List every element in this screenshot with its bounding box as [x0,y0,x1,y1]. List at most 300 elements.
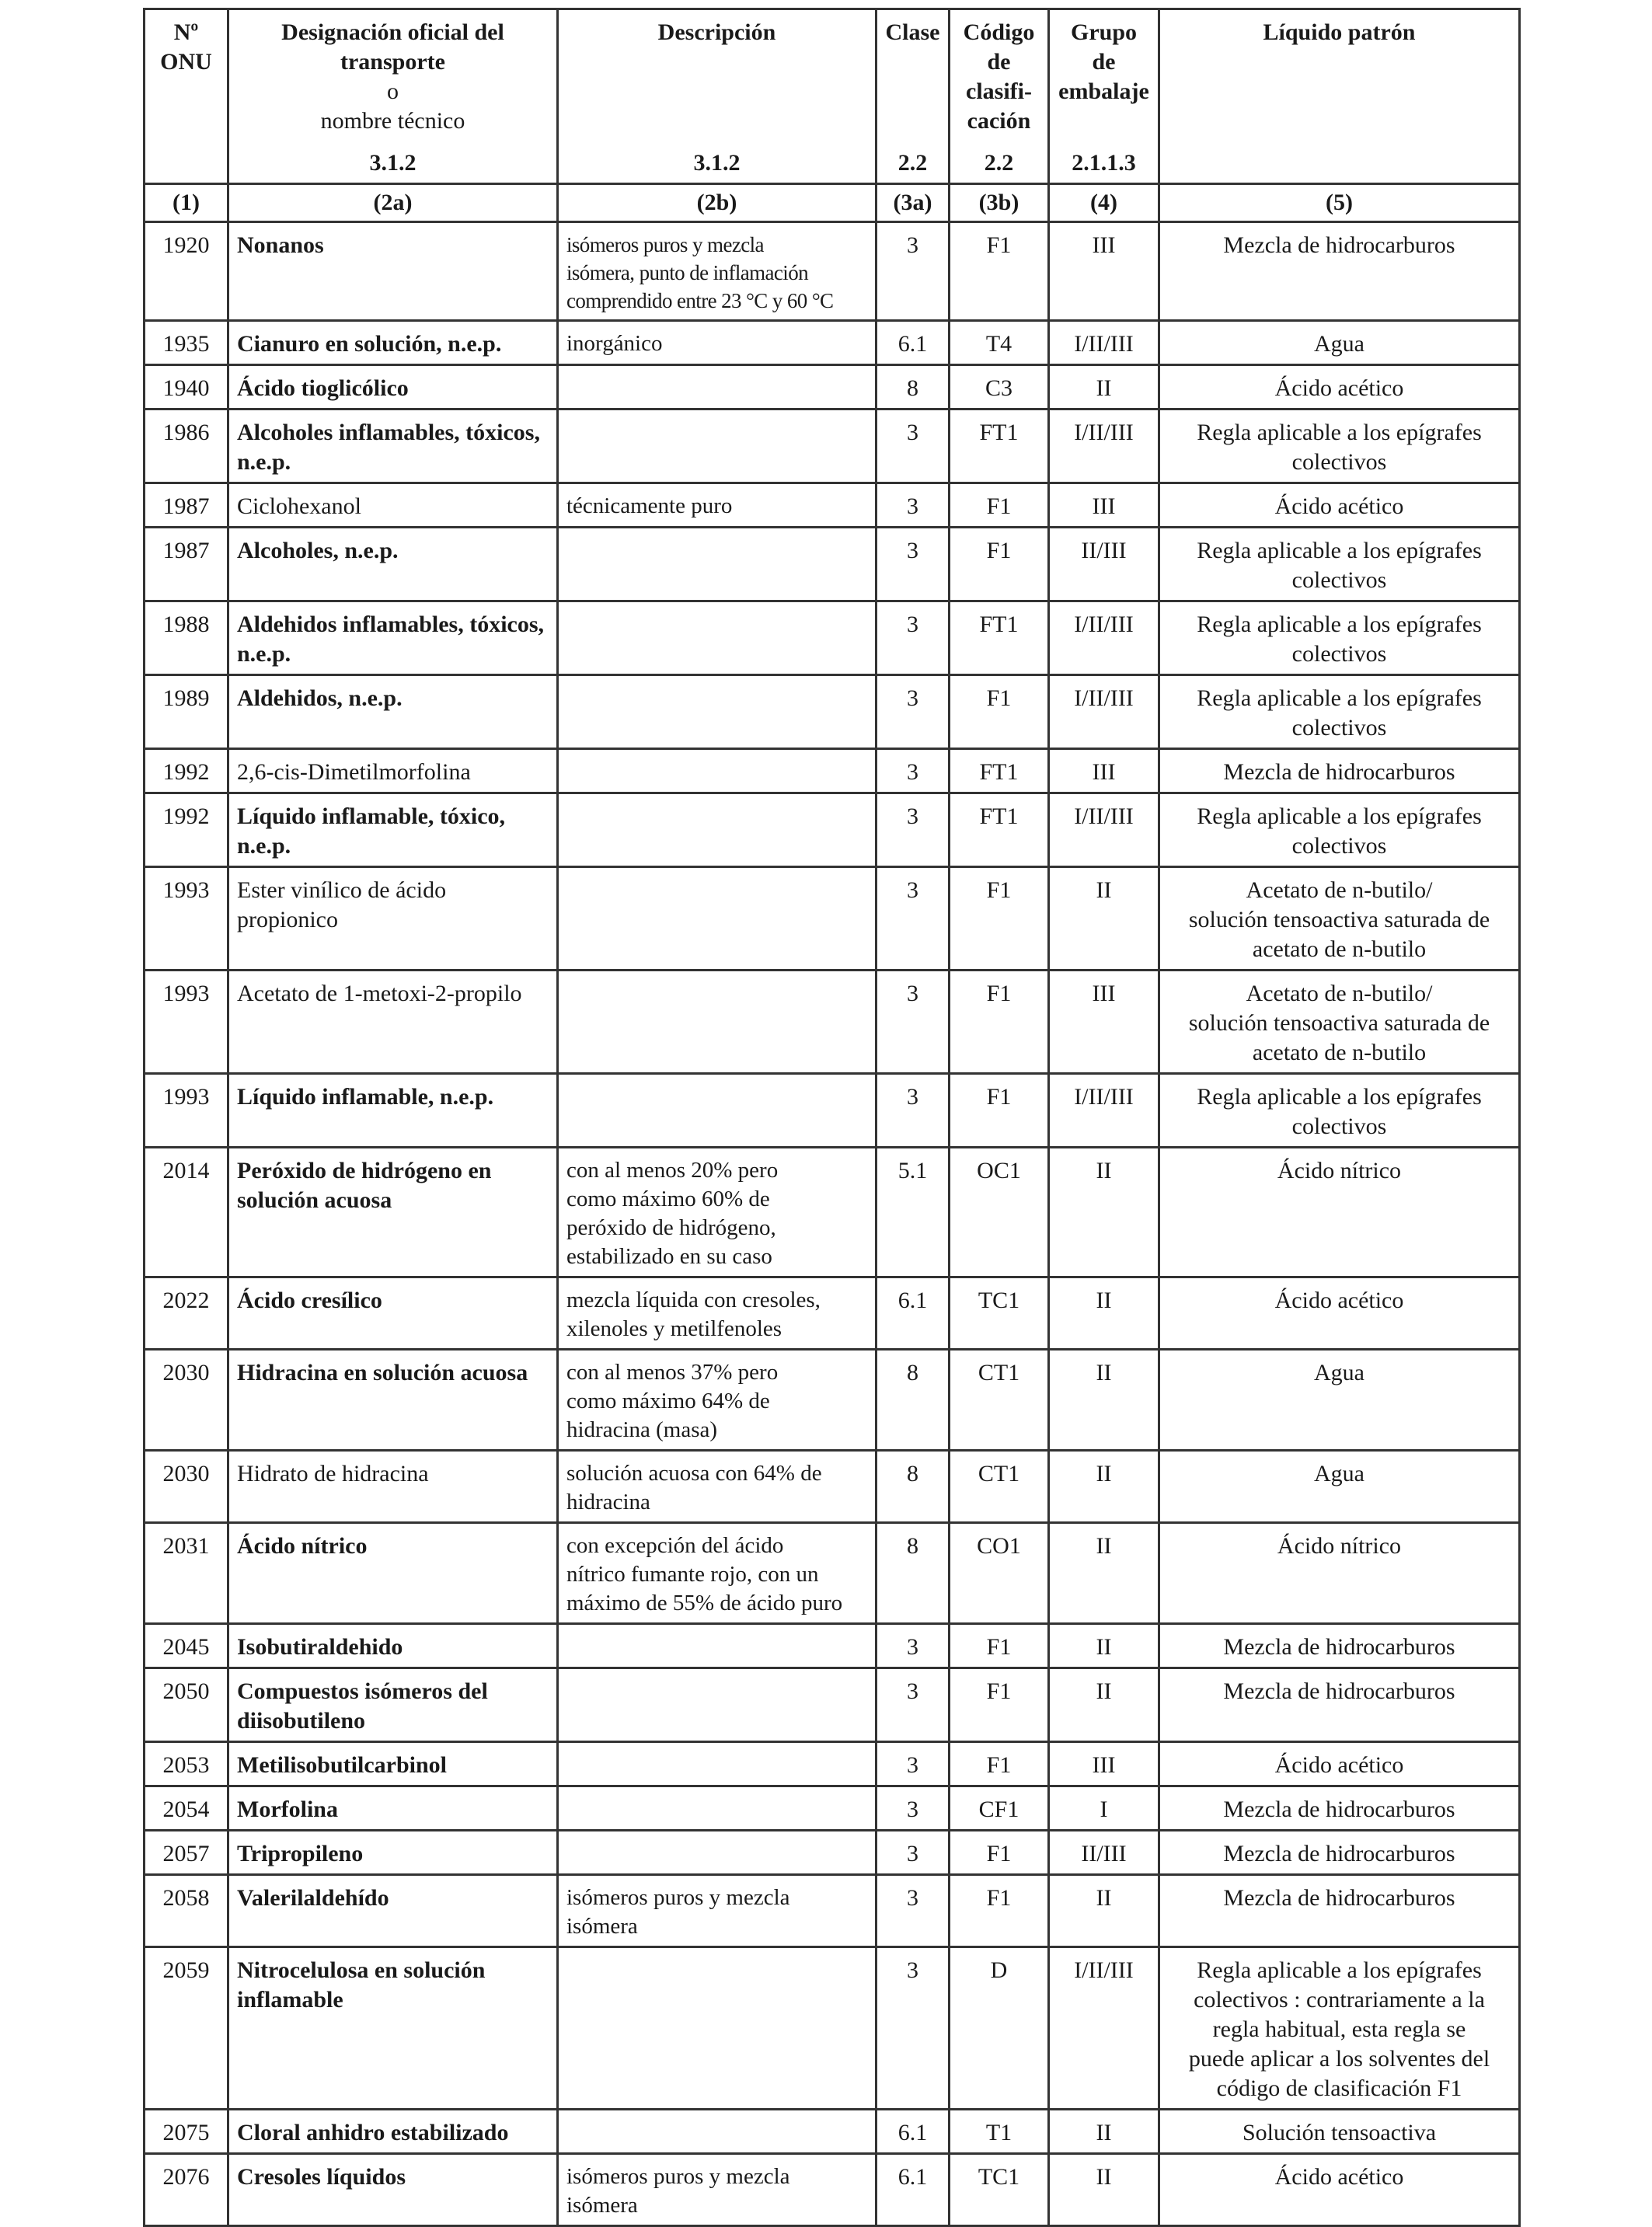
header-codigo: Código de clasifi- cación 2.2 [950,9,1049,184]
designation-cell: Aldehidos, n.e.p. [228,675,558,749]
packing-group-cell: II/III [1049,528,1159,601]
classification-code-cell: D [950,1947,1049,2110]
class-cell: 3 [877,528,950,601]
description-cell [558,1786,877,1831]
description-cell [558,1350,877,1451]
col-number-2a: (2a) [228,184,558,222]
onu-number-cell: 2030 [145,1451,228,1523]
onu-number-cell: 2014 [145,1148,228,1277]
onu-number-cell: 1935 [145,321,228,365]
reference-liquid-line: colectivos [1291,715,1387,741]
table-row [145,1451,1520,1523]
description-cell [558,410,877,483]
class-cell: 3 [877,749,950,793]
reference-liquid-line: Regla aplicable a los epígrafes [1197,612,1482,637]
description-line: peróxido de hidrógeno, [566,1215,776,1240]
reference-liquid-cell [1159,1451,1520,1523]
classification-code-cell: F1 [950,1742,1049,1786]
reference-liquid-cell [1159,1350,1520,1451]
onu-number-cell: 2022 [145,1277,228,1350]
description-cell [558,793,877,867]
onu-number-cell: 2045 [145,1624,228,1668]
classification-code-cell: F1 [950,1668,1049,1742]
packing-group-cell: III [1049,1742,1159,1786]
onu-number-cell: 1920 [145,222,228,321]
classification-code-cell: C3 [950,365,1049,410]
header-onu: Nº ONU [145,9,228,184]
substances-table [143,8,1521,2227]
classification-code-cell: CO1 [950,1523,1049,1624]
onu-number-cell: 2059 [145,1947,228,2110]
packing-group-cell: II/III [1049,1831,1159,1875]
table-row [145,1277,1520,1350]
reference-liquid-line: Mezcla de hidrocarburos [1223,232,1455,258]
class-cell: 3 [877,1875,950,1947]
packing-group-cell: III [1049,222,1159,321]
description-line: máximo de 55% de ácido puro [566,1591,843,1615]
class-cell: 3 [877,601,950,675]
classification-code-cell: TC1 [950,2154,1049,2226]
reference-liquid-line: Mezcla de hidrocarburos [1223,759,1455,785]
packing-group-cell: II [1049,1350,1159,1451]
header-clase-ref: 2.2 [897,150,928,176]
reference-liquid-cell [1159,1875,1520,1947]
reference-liquid-cell [1159,2110,1520,2154]
classification-code-cell: F1 [950,867,1049,971]
description-line: isómeros puros y mezcla [566,233,764,256]
class-cell: 8 [877,1523,950,1624]
table-row [145,365,1520,410]
packing-group-cell: II [1049,1148,1159,1277]
class-cell: 3 [877,222,950,321]
description-cell [558,601,877,675]
designation-cell: Aldehidos inflamables, tóxicos, n.e.p. [228,601,558,675]
class-cell: 3 [877,867,950,971]
reference-liquid-line: Regla aplicable a los epígrafes [1197,1084,1482,1110]
header-grupo-ref: 2.1.1.3 [1072,150,1136,176]
table-row [145,867,1520,971]
description-line: comprendido entre 23 °C y 60 °C [566,289,834,312]
designation-cell: Hidrato de hidracina [228,1451,558,1523]
col-number-3a: (3a) [877,184,950,222]
reference-liquid-line: colectivos [1291,567,1387,593]
table-row [145,675,1520,749]
onu-number-cell: 1989 [145,675,228,749]
description-line: con al menos 37% pero [566,1360,779,1385]
packing-group-cell: I/II/III [1049,1947,1159,2110]
packing-group-cell: II [1049,1668,1159,1742]
description-line: con excepción del ácido [566,1533,784,1558]
description-line: como máximo 64% de [566,1389,770,1413]
reference-liquid-cell [1159,1523,1520,1624]
onu-number-cell: 2053 [145,1742,228,1786]
reference-liquid-line: puede aplicar a los solventes del [1188,2046,1490,2072]
table-row [145,483,1520,528]
table-row [145,1786,1520,1831]
class-cell: 3 [877,1668,950,1742]
description-line: isómera, punto de inflamación [566,261,809,284]
description-cell [558,971,877,1074]
onu-number-cell: 1992 [145,749,228,793]
reference-liquid-line: Agua [1314,331,1364,357]
reference-liquid-cell [1159,793,1520,867]
designation-cell: Ácido cresílico [228,1277,558,1350]
reference-liquid-line: Ácido acético [1274,375,1404,401]
description-cell [558,1624,877,1668]
packing-group-cell: I/II/III [1049,1074,1159,1148]
reference-liquid-cell [1159,1786,1520,1831]
reference-liquid-line: colectivos : contrariamente a la [1194,1987,1485,2013]
reference-liquid-line: solución tensoactiva saturada de [1188,907,1490,932]
reference-liquid-cell [1159,410,1520,483]
reference-liquid-line: Mezcla de hidrocarburos [1223,1841,1455,1866]
packing-group-cell: III [1049,749,1159,793]
header-codigo-ref: 2.2 [984,150,1014,176]
table-row [145,1831,1520,1875]
class-cell: 5.1 [877,1148,950,1277]
classification-code-cell: T4 [950,321,1049,365]
onu-number-cell: 1986 [145,410,228,483]
description-line: isómeros puros y mezcla [566,2164,790,2189]
classification-code-cell: F1 [950,483,1049,528]
col-number-4: (4) [1049,184,1159,222]
reference-liquid-cell [1159,365,1520,410]
class-cell: 8 [877,365,950,410]
class-cell: 3 [877,1831,950,1875]
reference-liquid-line: Ácido nítrico [1277,1533,1402,1559]
reference-liquid-cell [1159,867,1520,971]
designation-cell: Compuestos isómeros del diisobutileno [228,1668,558,1742]
table-row [145,321,1520,365]
table-body [145,222,1520,2226]
classification-code-cell: F1 [950,528,1049,601]
onu-number-cell: 1940 [145,365,228,410]
reference-liquid-cell [1159,601,1520,675]
reference-liquid-line: colectivos [1291,449,1387,475]
reference-liquid-line: acetato de n-butilo [1252,1040,1427,1065]
description-cell [558,483,877,528]
reference-liquid-line: Ácido acético [1274,1288,1404,1313]
classification-code-cell: FT1 [950,793,1049,867]
designation-cell: Valerilaldehído [228,1875,558,1947]
packing-group-cell: I/II/III [1049,793,1159,867]
reference-liquid-line: Agua [1314,1360,1364,1385]
packing-group-cell: II [1049,365,1159,410]
onu-number-cell: 2075 [145,2110,228,2154]
description-line: mezcla líquida con cresoles, [566,1288,821,1312]
packing-group-cell: II [1049,867,1159,971]
table-row [145,1624,1520,1668]
description-cell [558,2154,877,2226]
reference-liquid-cell [1159,1742,1520,1786]
reference-liquid-line: Mezcla de hidrocarburos [1223,1885,1455,1911]
header-clase: Clase 2.2 [877,9,950,184]
classification-code-cell: FT1 [950,601,1049,675]
description-line: inorgánico [566,331,663,356]
class-cell: 3 [877,1742,950,1786]
table-row [145,601,1520,675]
description-cell [558,1875,877,1947]
description-cell [558,1523,877,1624]
onu-number-cell: 1987 [145,483,228,528]
designation-cell: Alcoholes inflamables, tóxicos, n.e.p. [228,410,558,483]
class-cell: 3 [877,483,950,528]
class-cell: 6.1 [877,321,950,365]
classification-code-cell: OC1 [950,1148,1049,1277]
header-row [145,9,1520,184]
designation-cell: Hidracina en solución acuosa [228,1350,558,1451]
reference-liquid-cell [1159,675,1520,749]
table-row [145,1947,1520,2110]
packing-group-cell: I/II/III [1049,675,1159,749]
packing-group-cell: III [1049,971,1159,1074]
class-cell: 3 [877,675,950,749]
reference-liquid-line: colectivos [1291,1114,1387,1139]
designation-cell: Ácido tioglicólico [228,365,558,410]
reference-liquid-line: colectivos [1291,641,1387,667]
designation-cell: Acetato de 1-metoxi-2-propilo [228,971,558,1074]
reference-liquid-cell [1159,528,1520,601]
packing-group-cell: II [1049,1624,1159,1668]
description-line: xilenoles y metilfenoles [566,1316,782,1341]
description-cell [558,675,877,749]
col-number-1: (1) [145,184,228,222]
reference-liquid-cell [1159,971,1520,1074]
designation-cell: Nonanos [228,222,558,321]
classification-code-cell: CT1 [950,1350,1049,1451]
description-line: como máximo 60% de [566,1187,770,1211]
table-row [145,2154,1520,2226]
description-line: con al menos 20% pero [566,1158,779,1183]
reference-liquid-cell [1159,1831,1520,1875]
col-number-2b: (2b) [558,184,877,222]
description-line: solución acuosa con 64% de [566,1461,822,1486]
class-cell: 6.1 [877,2110,950,2154]
reference-liquid-line: colectivos [1291,833,1387,859]
table-row [145,749,1520,793]
designation-cell: Ácido nítrico [228,1523,558,1624]
classification-code-cell: F1 [950,222,1049,321]
table-row [145,1148,1520,1277]
classification-code-cell: CF1 [950,1786,1049,1831]
reference-liquid-line: Agua [1314,1461,1364,1486]
description-cell [558,222,877,321]
onu-number-cell: 1993 [145,1074,228,1148]
classification-code-cell: FT1 [950,749,1049,793]
header-designacion-ref: 3.1.2 [369,150,416,176]
description-cell [558,365,877,410]
onu-number-cell: 2030 [145,1350,228,1451]
packing-group-cell: I/II/III [1049,410,1159,483]
reference-liquid-cell [1159,1668,1520,1742]
reference-liquid-line: Acetato de n-butilo/ [1246,877,1433,903]
class-cell: 8 [877,1451,950,1523]
packing-group-cell: II [1049,1875,1159,1947]
table-row [145,2110,1520,2154]
designation-cell: 2,6-cis-Dimetilmorfolina [228,749,558,793]
class-cell: 3 [877,1947,950,2110]
reference-liquid-cell [1159,1074,1520,1148]
reference-liquid-line: Ácido nítrico [1277,1158,1402,1183]
onu-number-cell: 2054 [145,1786,228,1831]
reference-liquid-line: Mezcla de hidrocarburos [1223,1634,1455,1660]
classification-code-cell: F1 [950,1875,1049,1947]
onu-number-cell: 1987 [145,528,228,601]
description-cell [558,867,877,971]
packing-group-cell: I/II/III [1049,321,1159,365]
description-cell [558,1451,877,1523]
class-cell: 3 [877,1786,950,1831]
classification-code-cell: TC1 [950,1277,1049,1350]
column-number-row [145,184,1520,222]
description-cell [558,1074,877,1148]
reference-liquid-cell [1159,749,1520,793]
designation-cell: Isobutiraldehido [228,1624,558,1668]
description-cell [558,2110,877,2154]
classification-code-cell: F1 [950,971,1049,1074]
col-number-5: (5) [1159,184,1520,222]
description-line: isómera [566,2193,638,2218]
classification-code-cell: F1 [950,1074,1049,1148]
col-number-3b: (3b) [950,184,1049,222]
description-cell [558,1148,877,1277]
class-cell: 3 [877,793,950,867]
designation-cell: Metilisobutilcarbinol [228,1742,558,1786]
packing-group-cell: I/II/III [1049,601,1159,675]
description-line: estabilizado en su caso [566,1244,772,1269]
description-cell [558,528,877,601]
reference-liquid-cell [1159,2154,1520,2226]
designation-cell: Tripropileno [228,1831,558,1875]
packing-group-cell: III [1049,483,1159,528]
class-cell: 3 [877,410,950,483]
reference-liquid-line: Solución tensoactiva [1242,2120,1437,2145]
table-row [145,1668,1520,1742]
packing-group-cell: II [1049,1523,1159,1624]
table-row [145,971,1520,1074]
reference-liquid-line: Mezcla de hidrocarburos [1223,1678,1455,1704]
reference-liquid-line: código de clasificación F1 [1216,2075,1462,2101]
onu-number-cell: 2050 [145,1668,228,1742]
description-line: hidracina [566,1490,650,1514]
table-row [145,1742,1520,1786]
designation-cell: Morfolina [228,1786,558,1831]
reference-liquid-cell [1159,321,1520,365]
reference-liquid-line: Ácido acético [1274,2164,1404,2190]
class-cell: 3 [877,1074,950,1148]
description-cell [558,1947,877,2110]
table-row [145,1523,1520,1624]
onu-number-cell: 2031 [145,1523,228,1624]
description-cell [558,1831,877,1875]
table-row [145,1350,1520,1451]
designation-cell: Cloral anhidro estabilizado [228,2110,558,2154]
onu-number-cell: 1993 [145,867,228,971]
classification-code-cell: F1 [950,1831,1049,1875]
description-cell [558,321,877,365]
reference-liquid-line: Regla aplicable a los epígrafes [1197,803,1482,829]
designation-cell: Nitrocelulosa en solución inflamable [228,1947,558,2110]
reference-liquid-line: Regla aplicable a los epígrafes [1197,538,1482,563]
header-descripcion-ref: 3.1.2 [693,150,741,176]
reference-liquid-line: Acetato de n-butilo/ [1246,981,1433,1006]
table-row [145,528,1520,601]
reference-liquid-cell [1159,1148,1520,1277]
class-cell: 6.1 [877,1277,950,1350]
designation-cell: Líquido inflamable, tóxico, n.e.p. [228,793,558,867]
table-row [145,222,1520,321]
onu-number-cell: 2057 [145,1831,228,1875]
classification-code-cell: FT1 [950,410,1049,483]
class-cell: 8 [877,1350,950,1451]
classification-code-cell: T1 [950,2110,1049,2154]
designation-cell: Líquido inflamable, n.e.p. [228,1074,558,1148]
onu-number-cell: 1988 [145,601,228,675]
description-line: isómera [566,1914,638,1939]
reference-liquid-line: Ácido acético [1274,1752,1404,1778]
reference-liquid-cell [1159,1624,1520,1668]
description-cell [558,1277,877,1350]
class-cell: 3 [877,1624,950,1668]
onu-number-cell: 1992 [145,793,228,867]
designation-cell: Peróxido de hidrógeno en solución acuosa [228,1148,558,1277]
description-line: isómeros puros y mezcla [566,1885,790,1910]
reference-liquid-line: Mezcla de hidrocarburos [1223,1797,1455,1822]
header-designacion: Designación oficial del transporte o nombre técnico 3.1.2 [228,9,558,184]
table-row [145,410,1520,483]
header-descripcion: Descripción 3.1.2 [558,9,877,184]
packing-group-cell: II [1049,1277,1159,1350]
classification-code-cell: CT1 [950,1451,1049,1523]
reference-liquid-line: Ácido acético [1274,493,1404,519]
designation-cell: Alcoholes, n.e.p. [228,528,558,601]
reference-liquid-line: regla habitual, esta regla se [1212,2016,1466,2042]
onu-number-cell: 2076 [145,2154,228,2226]
packing-group-cell: II [1049,2154,1159,2226]
description-line: nítrico fumante rojo, con un [566,1562,819,1587]
packing-group-cell: I [1049,1786,1159,1831]
table-row [145,1074,1520,1148]
reference-liquid-cell [1159,222,1520,321]
description-line: técnicamente puro [566,493,733,518]
description-cell [558,749,877,793]
reference-liquid-line: Regla aplicable a los epígrafes [1197,420,1482,445]
designation-cell: Cresoles líquidos [228,2154,558,2226]
classification-code-cell: F1 [950,675,1049,749]
reference-liquid-line: Regla aplicable a los epígrafes [1197,1957,1482,1983]
description-cell [558,1742,877,1786]
table-row [145,793,1520,867]
reference-liquid-line: acetato de n-butilo [1252,936,1427,962]
header-grupo: Grupo de embalaje 2.1.1.3 [1049,9,1159,184]
reference-liquid-cell [1159,1277,1520,1350]
onu-number-cell: 2058 [145,1875,228,1947]
designation-cell: Ciclohexanol [228,483,558,528]
description-cell [558,1668,877,1742]
packing-group-cell: II [1049,2110,1159,2154]
class-cell: 3 [877,971,950,1074]
reference-liquid-line: Regla aplicable a los epígrafes [1197,685,1482,711]
description-line: hidracina (masa) [566,1417,718,1442]
designation-cell: Cianuro en solución, n.e.p. [228,321,558,365]
header-liquido: Líquido patrón [1159,9,1520,184]
reference-liquid-cell [1159,483,1520,528]
reference-liquid-line: solución tensoactiva saturada de [1188,1010,1490,1036]
onu-number-cell: 1993 [145,971,228,1074]
table-row [145,1875,1520,1947]
reference-liquid-cell [1159,1947,1520,2110]
class-cell: 6.1 [877,2154,950,2226]
